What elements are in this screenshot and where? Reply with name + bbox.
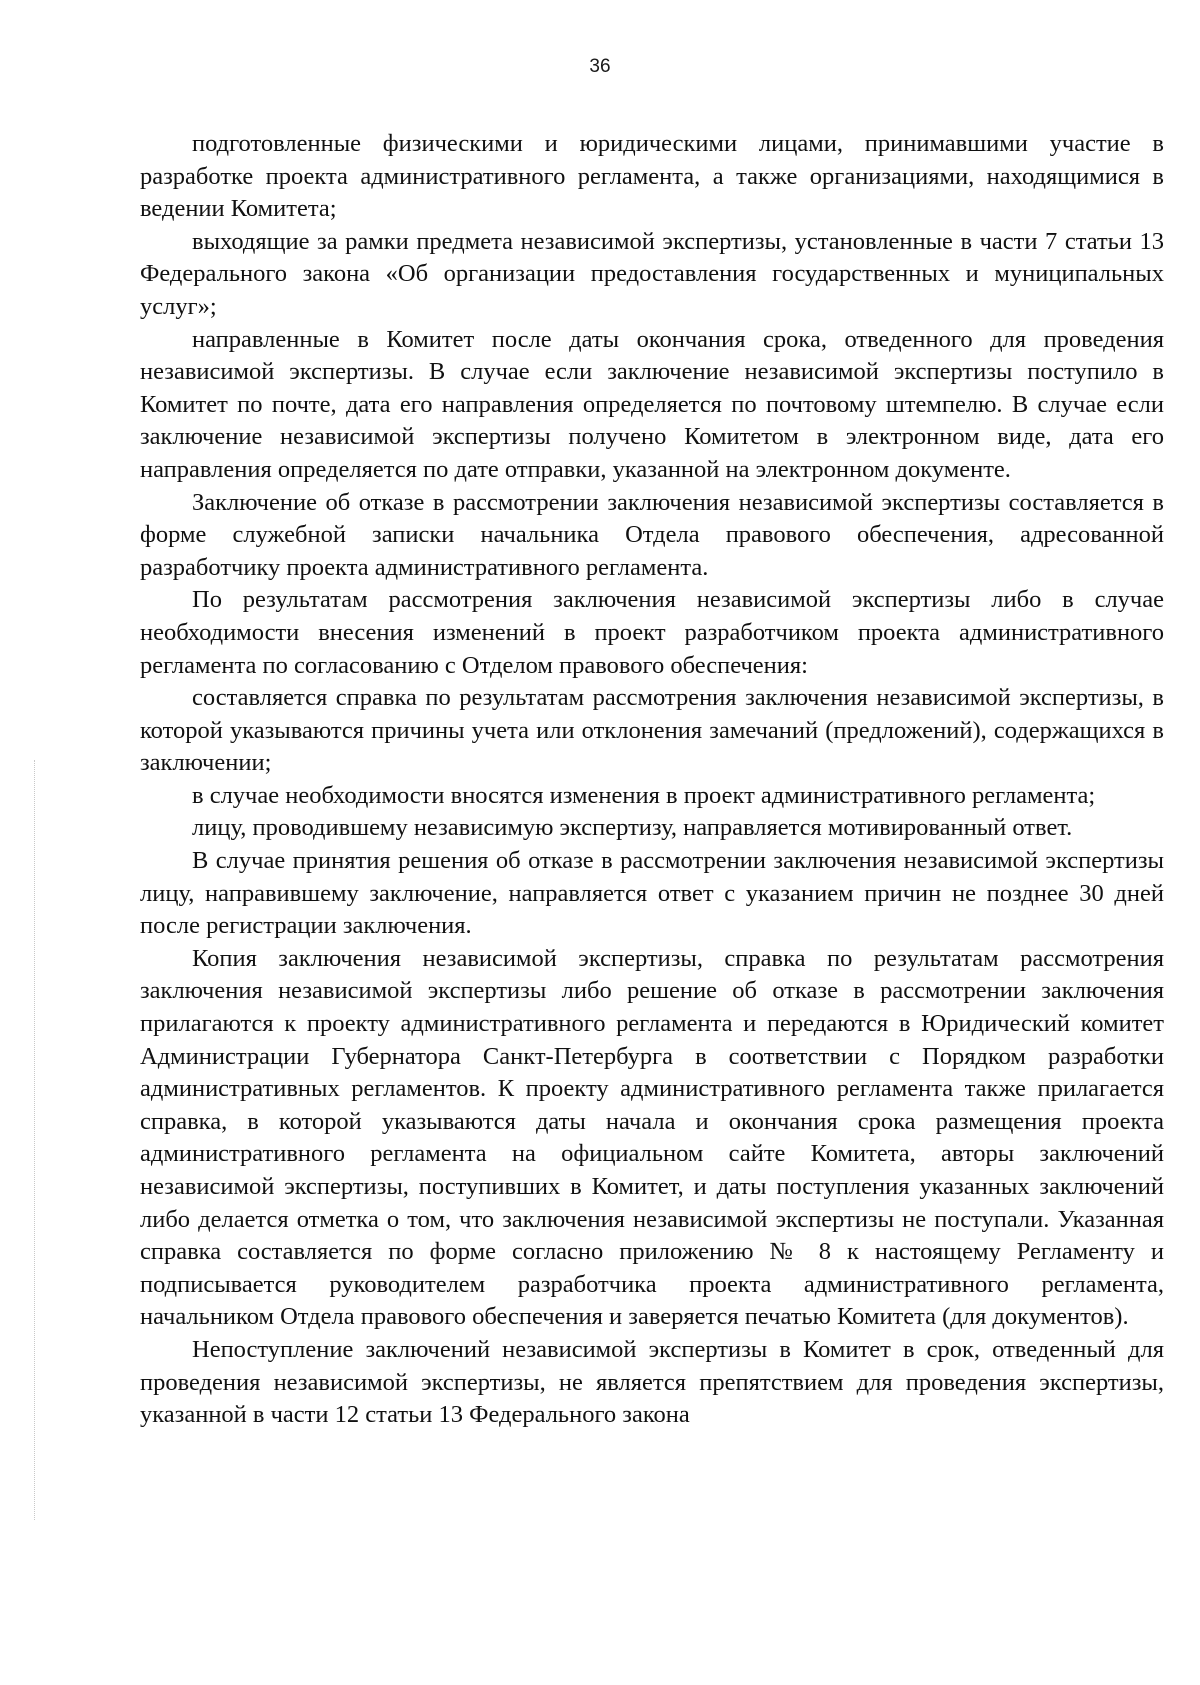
paragraph: составляется справка по результатам рассмотрения заключения независимой экспертизы, в которой указываются причины учета или отклонения замечаний (предложений), содержащихся в заключении; (140, 684, 1164, 777)
paragraph: Копия заключения независимой экспертизы, справка по результатам рассмотрения заключения независимой экспертизы либо решение об отказе в рассмотрении заключения прилагаются к проекту административного регламента и передаются в Юридический комитет Администрации Губернатора Санкт-Петербурга в соответствии с Порядком разработки административных регламентов. К проекту административного регламента также прилагается справка, в которой указываются даты начала и окончания срока размещения проекта административного регламента на официальном сайте Комитета, авторы заключений независимой экспертизы, поступивших в Комитет, и даты поступления указанных заключений либо делается отметка о том, что заключения независимой экспертизы не поступали. Указанная справка составляется по форме согласно приложению № 8 к настоящему Регламенту и подписывается руководителем разработчика проекта административного регламента, начальником Отдела правового обеспечения и заверяется печатью Комитета (для документов). (140, 944, 1164, 1331)
paragraph: Непоступление заключений независимой экспертизы в Комитет в срок, отведенный для проведения независимой экспертизы, не является препятствием для проведения экспертизы, указанной в части 12 статьи 13 Федерального закона (140, 1335, 1164, 1429)
paragraph: Заключение об отказе в рассмотрении заключения независимой экспертизы составляется в форме служебной записки начальника Отдела правового обеспечения, адресованной разработчику проекта административного регламента. (140, 488, 1164, 581)
paragraph: направленные в Комитет после даты окончания срока, отведенного для проведения независимой экспертизы. В случае если заключение независимой экспертизы поступило в Комитет по почте, дата его направления определяется по почтовому штемпелю. В случае если заключение независимой экспертизы получено Комитетом в электронном виде, дата его направления определяется по дате отправки, указанной на электронном документе. (140, 325, 1164, 483)
paragraph: подготовленные физическими и юридическими лицами, принимавшими участие в разработке проекта административного регламента, а также организациями, находящимися в ведении Комитета; (140, 130, 1164, 223)
paragraph: лицу, проводившему независимую экспертизу, направляется мотивированный ответ. (192, 814, 1073, 842)
paragraph: По результатам рассмотрения заключения независимой экспертизы либо в случае необходимости внесения изменений в проект разработчиком проекта административного регламента по согласованию с Отделом правового обеспечения: (140, 586, 1164, 679)
paragraph: В случае принятия решения об отказе в рассмотрении заключения независимой экспертизы лицу, направившему заключение, направляется ответ с указанием причин не позднее 30 дней после регистрации заключения. (140, 847, 1164, 940)
page-number: 36 (589, 56, 611, 77)
scan-margin-artifact (34, 760, 39, 1520)
paragraph: в случае необходимости вносятся изменения в проект административного регламента; (192, 781, 1096, 809)
document-body (140, 128, 1164, 1432)
paragraph: выходящие за рамки предмета независимой экспертизы, установленные в части 7 статьи 13 Федерального закона «Об организации предоставления государственных и муниципальных услуг»; (140, 227, 1164, 320)
